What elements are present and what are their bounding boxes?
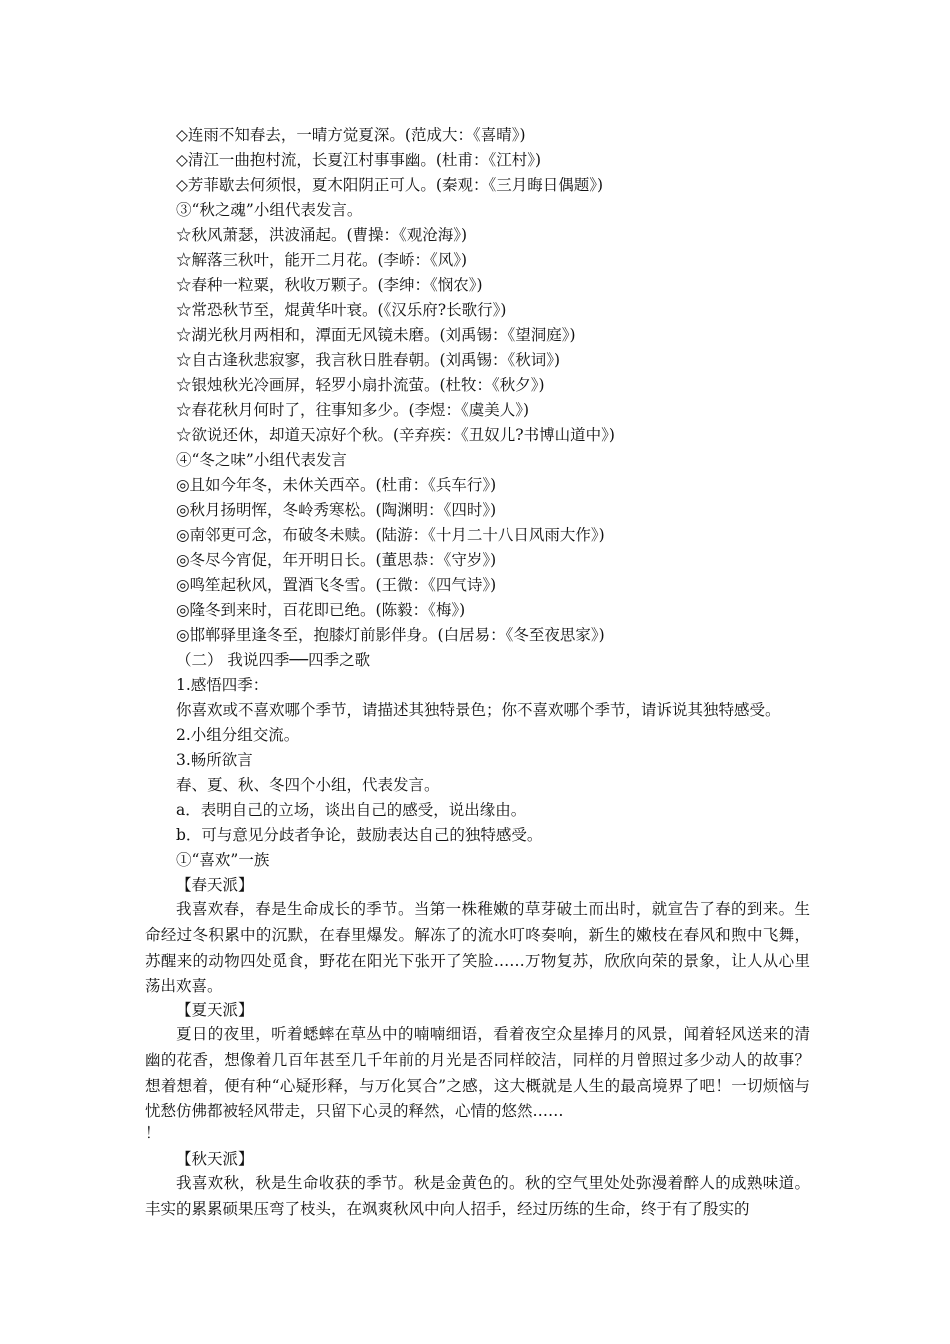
spring-poem-line: ◇芳菲歇去何须恨，夏木阳阴正可人。(秦观：《三月晦日偶题》)	[176, 176, 604, 194]
spring-paragraph: 我喜欢春，春是生命成长的季节。当第一株稚嫩的草芽破土而出时，就宣告了春的到来。生命经过冬积累中的沉默，在春里爆发。解冻了的流水叮咚奏响，新生的嫩枝在春风和煦中飞舞，苏醒来的动物四处觅食，野花在阳光下张开了笑脸……万物复苏，欣欣向荣的景象，让人从心里荡出欢喜。	[145, 900, 810, 996]
spring-poem-line: ◇清江一曲抱村流，长夏江村事事幽。(杜甫：《江村》)	[176, 151, 542, 169]
groups-text: 春、夏、秋、冬四个小组，代表发言。	[176, 776, 440, 794]
step3-title: 3.畅所欲言	[176, 751, 253, 769]
winter-poem-line: ◎南邻更可念，布破冬未赎。(陆游：《十月二十八日风雨大作》)	[176, 526, 605, 544]
autumn-poem-line: ☆春种一粒粟，秋收万颗子。(李绅：《悯农》)	[176, 276, 483, 294]
section-title: （二） 我说四季──四季之歌	[176, 651, 371, 669]
rule-a: a．表明自己的立场，谈出自己的感受，说出缘由。	[176, 801, 527, 819]
winter-poem-line: ◎鸣笙起秋风，置酒飞冬雪。(王微：《四气诗》)	[176, 576, 497, 594]
step2-title: 2.小组分组交流。	[176, 726, 300, 744]
autumn-paragraph: 我喜欢秋，秋是生命收获的季节。秋是金黄色的。秋的空气里处处弥漫着醉人的成熟味道。丰实的累累硕果压弯了枝头，在飒爽秋风中向人招手，经过历练的生命，终于有了殷实的	[145, 1174, 810, 1218]
rule-b: b．可与意见分歧者争论，鼓励表达自己的独特感受。	[176, 826, 543, 844]
spring-label: 【春天派】	[176, 876, 254, 894]
autumn-poem-line: ☆春花秋月何时了，往事知多少。(李煜：《虞美人》)	[176, 401, 530, 419]
winter-poem-line: ◎邯郸驿里逢冬至，抱膝灯前影伴身。(白居易：《冬至夜思家》)	[176, 626, 605, 644]
autumn-poem-line: ☆秋风萧瑟，洪波涌起。(曹操：《观沧海》)	[176, 226, 468, 244]
autumn-group-heading: ③“秋之魂”小组代表发言。	[176, 201, 363, 219]
like-heading: ①“喜欢”一族	[176, 851, 270, 869]
spring-poem-line: ◇连雨不知春去，一晴方觉夏深。(范成大：《喜晴》)	[176, 126, 526, 144]
winter-poem-line: ◎隆冬到来时，百花即已绝。(陈毅：《梅》)	[176, 601, 466, 619]
step1-text: 你喜欢或不喜欢哪个季节，请描述其独特景色；你不喜欢哪个季节，请诉说其独特感受。	[176, 701, 781, 719]
autumn-poem-line: ☆银烛秋光冷画屏，轻罗小扇扑流萤。(杜牧：《秋夕》)	[176, 376, 545, 394]
summer-paragraph: 夏日的夜里，听着蟋蟀在草丛中的喃喃细语，看着夜空众星捧月的风景，闻着轻风送来的清幽的花香，想像着几百年甚至几千年前的月光是否同样皎洁，同样的月曾照过多少动人的故事？想着想着，便有种“心疑形释，与万化冥合”之感，这大概就是人生的最高境界了吧！一切烦恼与忧愁仿佛都被轻风带走，只留下心灵的释然，心情的悠然……	[145, 1025, 810, 1121]
summer-tail: ！	[145, 1124, 161, 1142]
autumn-poem-line: ☆湖光秋月两相和，潭面无风镜未磨。(刘禹锡：《望洞庭》)	[176, 326, 576, 344]
summer-label: 【夏天派】	[176, 1001, 254, 1019]
autumn-poem-line: ☆欲说还休，却道天凉好个秋。(辛弃疾：《丑奴儿?书博山道中》)	[176, 426, 615, 444]
autumn-label: 【秋天派】	[176, 1150, 254, 1168]
autumn-poem-line: ☆解落三秋叶，能开二月花。(李峤：《风》)	[176, 251, 468, 269]
winter-poem-line: ◎且如今年冬，未休关西卒。(杜甫：《兵车行》)	[176, 476, 497, 494]
step1-title: 1.感悟四季：	[176, 676, 269, 694]
winter-poem-line: ◎冬尽今宵促，年开明日长。(董思恭：《守岁》)	[176, 551, 497, 569]
winter-group-heading: ④“冬之味”小组代表发言	[176, 451, 347, 469]
autumn-poem-line: ☆常恐秋节至，焜黄华叶衰。(《汉乐府?长歌行》)	[176, 301, 507, 319]
winter-poem-line: ◎秋月扬明恽，冬岭秀寒松。(陶渊明：《四时》)	[176, 501, 497, 519]
autumn-poem-line: ☆自古逢秋悲寂寥，我言秋日胜春朝。(刘禹锡：《秋词》)	[176, 351, 561, 369]
